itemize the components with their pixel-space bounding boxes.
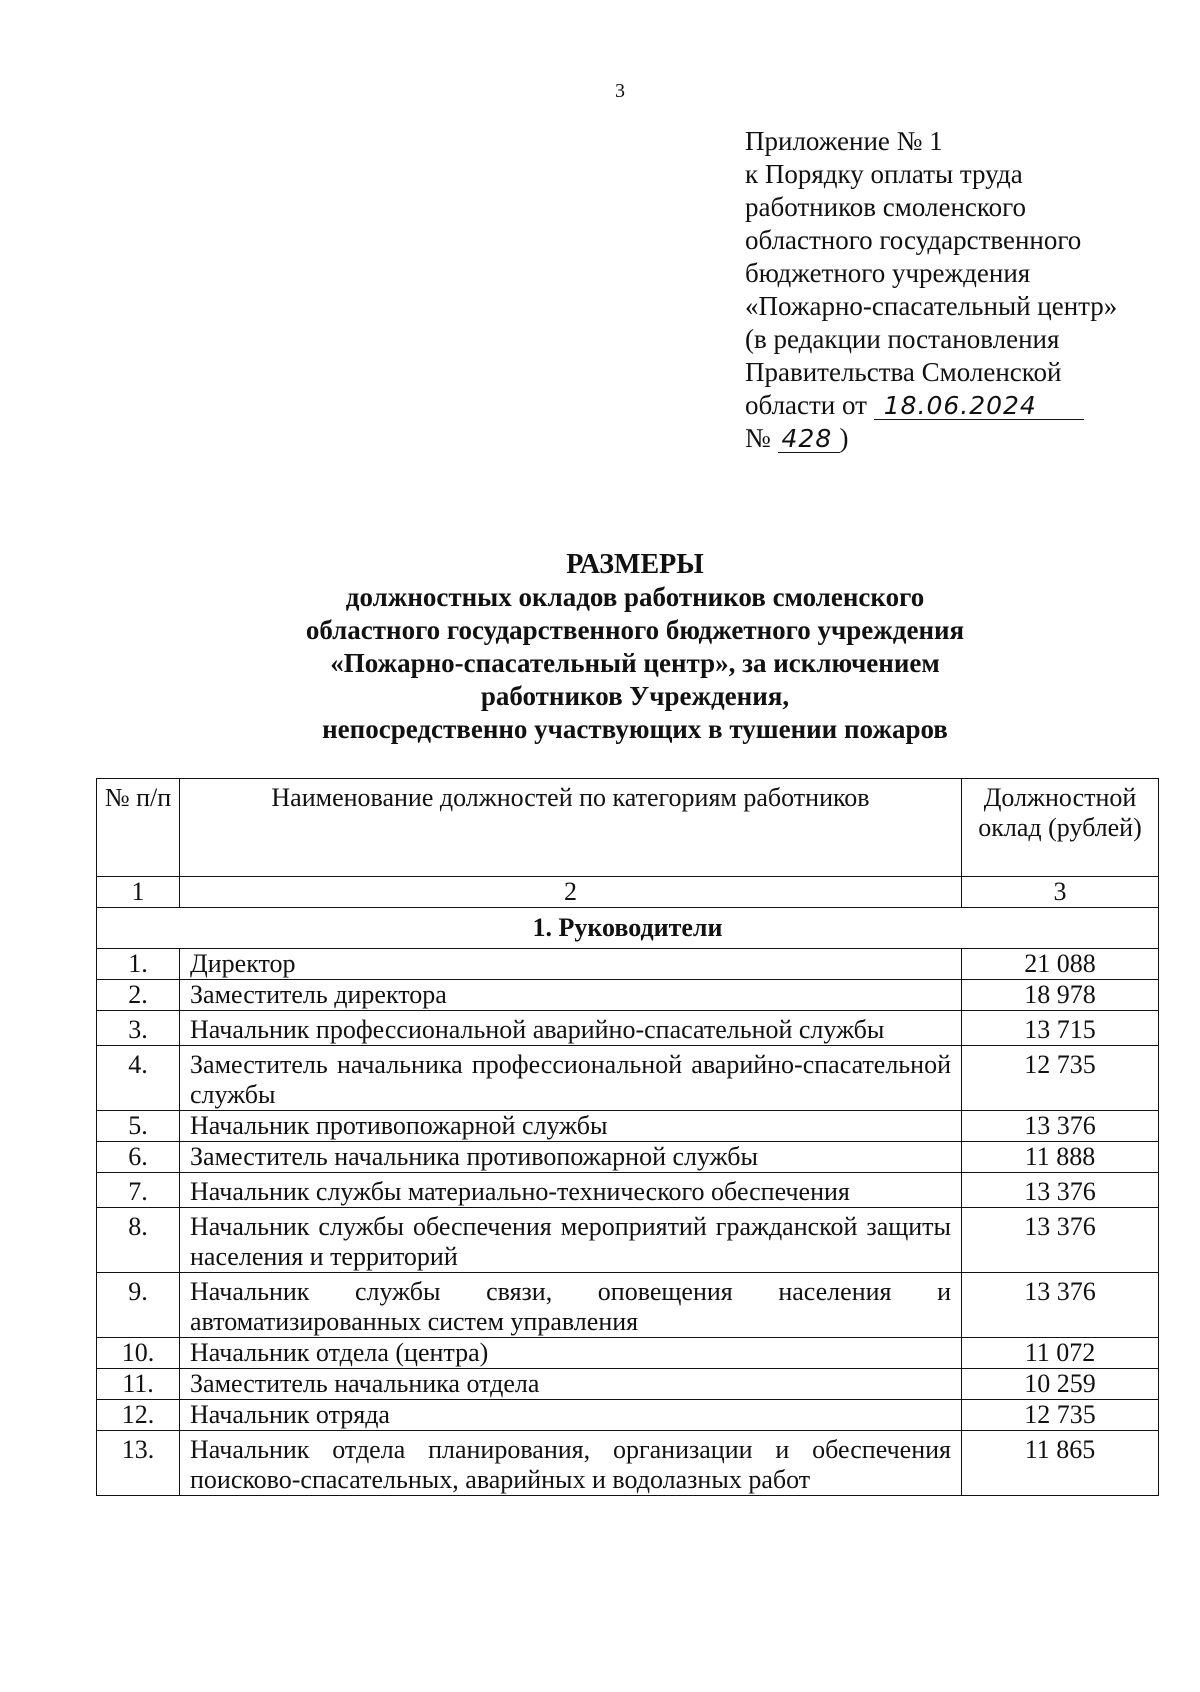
table-row	[97, 1011, 1159, 1046]
table-row	[97, 1111, 1159, 1142]
header-position: Наименование должностей по категориям работников	[180, 779, 962, 877]
row-position: Начальник отряда	[180, 1400, 962, 1431]
row-number: 8.	[97, 1208, 180, 1273]
title-line: «Пожарно-спасательный центр», за исключением	[330, 648, 940, 678]
row-position: Директор	[180, 949, 962, 980]
row-salary: 10 259	[962, 1369, 1159, 1400]
column-number: 1	[97, 877, 180, 908]
row-salary: 18 978	[962, 980, 1159, 1011]
row-salary: 13 376	[962, 1111, 1159, 1142]
row-salary: 13 376	[962, 1273, 1159, 1338]
appendix-block	[745, 125, 1117, 455]
row-position: Заместитель начальника профессиональной аварийно-спасательной службы	[180, 1046, 962, 1111]
row-salary: 11 865	[962, 1431, 1159, 1496]
row-number: 11.	[97, 1369, 180, 1400]
handwritten-date: 18.06.2024	[874, 393, 1084, 420]
appendix-line: Правительства Смоленской	[745, 357, 1062, 387]
table-row	[97, 1369, 1159, 1400]
header-salary: Должностной оклад (рублей)	[962, 779, 1159, 877]
table-row	[97, 980, 1159, 1011]
title-line: областного государственного бюджетного учреждения	[305, 615, 965, 645]
section-title: 1. Руководители	[97, 908, 1159, 949]
page-number: 3	[615, 80, 625, 102]
row-number: 10.	[97, 1338, 180, 1369]
title-line: работников Учреждения,	[480, 681, 790, 711]
table-row	[97, 1142, 1159, 1173]
appendix-line: бюджетного учреждения	[745, 258, 1031, 288]
appendix-line: работников смоленского	[745, 192, 1027, 222]
row-number: 2.	[97, 980, 180, 1011]
appendix-line: «Пожарно-спасательный центр»	[745, 291, 1118, 321]
section-row	[97, 908, 1159, 949]
column-number: 3	[962, 877, 1159, 908]
column-number: 2	[180, 877, 962, 908]
title-line: непосредственно участвующих в тушении пожаров	[322, 714, 948, 744]
table-row	[97, 949, 1159, 980]
date-prefix: области от	[745, 390, 867, 420]
table-row	[97, 1431, 1159, 1496]
row-number: 3.	[97, 1011, 180, 1046]
row-position: Начальник отдела (центра)	[180, 1338, 962, 1369]
row-salary: 13 715	[962, 1011, 1159, 1046]
number-suffix: )	[839, 423, 849, 453]
row-salary: 11 888	[962, 1142, 1159, 1173]
row-salary: 13 376	[962, 1173, 1159, 1208]
row-position: Начальник отдела планирования, организации и обеспечения поисково-спасательных, аварийных и водолазных работ	[180, 1431, 962, 1496]
row-position: Заместитель начальника отдела	[180, 1369, 962, 1400]
appendix-date-line	[745, 389, 1117, 422]
table-row	[97, 1046, 1159, 1111]
table-row	[97, 1208, 1159, 1273]
row-number: 6.	[97, 1142, 180, 1173]
table-row	[97, 1173, 1159, 1208]
row-position: Начальник службы обеспечения мероприятий гражданской защиты населения и территорий	[180, 1208, 962, 1273]
title-line: должностных окладов работников смоленского	[345, 582, 925, 612]
document-title	[0, 548, 1200, 746]
salary-table	[96, 778, 1159, 1496]
appendix-line: к Порядку оплаты труда	[745, 159, 1023, 189]
title-main: РАЗМЕРЫ	[566, 549, 704, 580]
row-salary: 12 735	[962, 1046, 1159, 1111]
appendix-line: Приложение № 1	[745, 126, 943, 156]
number-prefix: №	[745, 423, 771, 453]
column-numbers-row	[97, 877, 1159, 908]
handwritten-number: 428	[778, 426, 840, 453]
row-number: 7.	[97, 1173, 180, 1208]
table-row	[97, 1273, 1159, 1338]
row-position: Начальник профессиональной аварийно-спасательной службы	[180, 1011, 962, 1046]
header-number: № п/п	[97, 779, 180, 877]
row-position: Начальник службы материально-технического обеспечения	[180, 1173, 962, 1208]
row-number: 4.	[97, 1046, 180, 1111]
row-salary: 11 072	[962, 1338, 1159, 1369]
row-number: 5.	[97, 1111, 180, 1142]
table-header-row	[97, 779, 1159, 877]
row-position: Заместитель начальника противопожарной службы	[180, 1142, 962, 1173]
row-position: Начальник противопожарной службы	[180, 1111, 962, 1142]
row-salary: 13 376	[962, 1208, 1159, 1273]
row-number: 9.	[97, 1273, 180, 1338]
row-salary: 21 088	[962, 949, 1159, 980]
row-number: 12.	[97, 1400, 180, 1431]
appendix-line: (в редакции постановления	[745, 324, 1060, 354]
row-salary: 12 735	[962, 1400, 1159, 1431]
table-row	[97, 1338, 1159, 1369]
row-position: Начальник службы связи, оповещения населения и автоматизированных систем управления	[180, 1273, 962, 1338]
table-row	[97, 1400, 1159, 1431]
appendix-line: областного государственного	[745, 225, 1082, 255]
appendix-number-line	[745, 422, 1117, 455]
row-number: 1.	[97, 949, 180, 980]
row-position: Заместитель директора	[180, 980, 962, 1011]
row-number: 13.	[97, 1431, 180, 1496]
